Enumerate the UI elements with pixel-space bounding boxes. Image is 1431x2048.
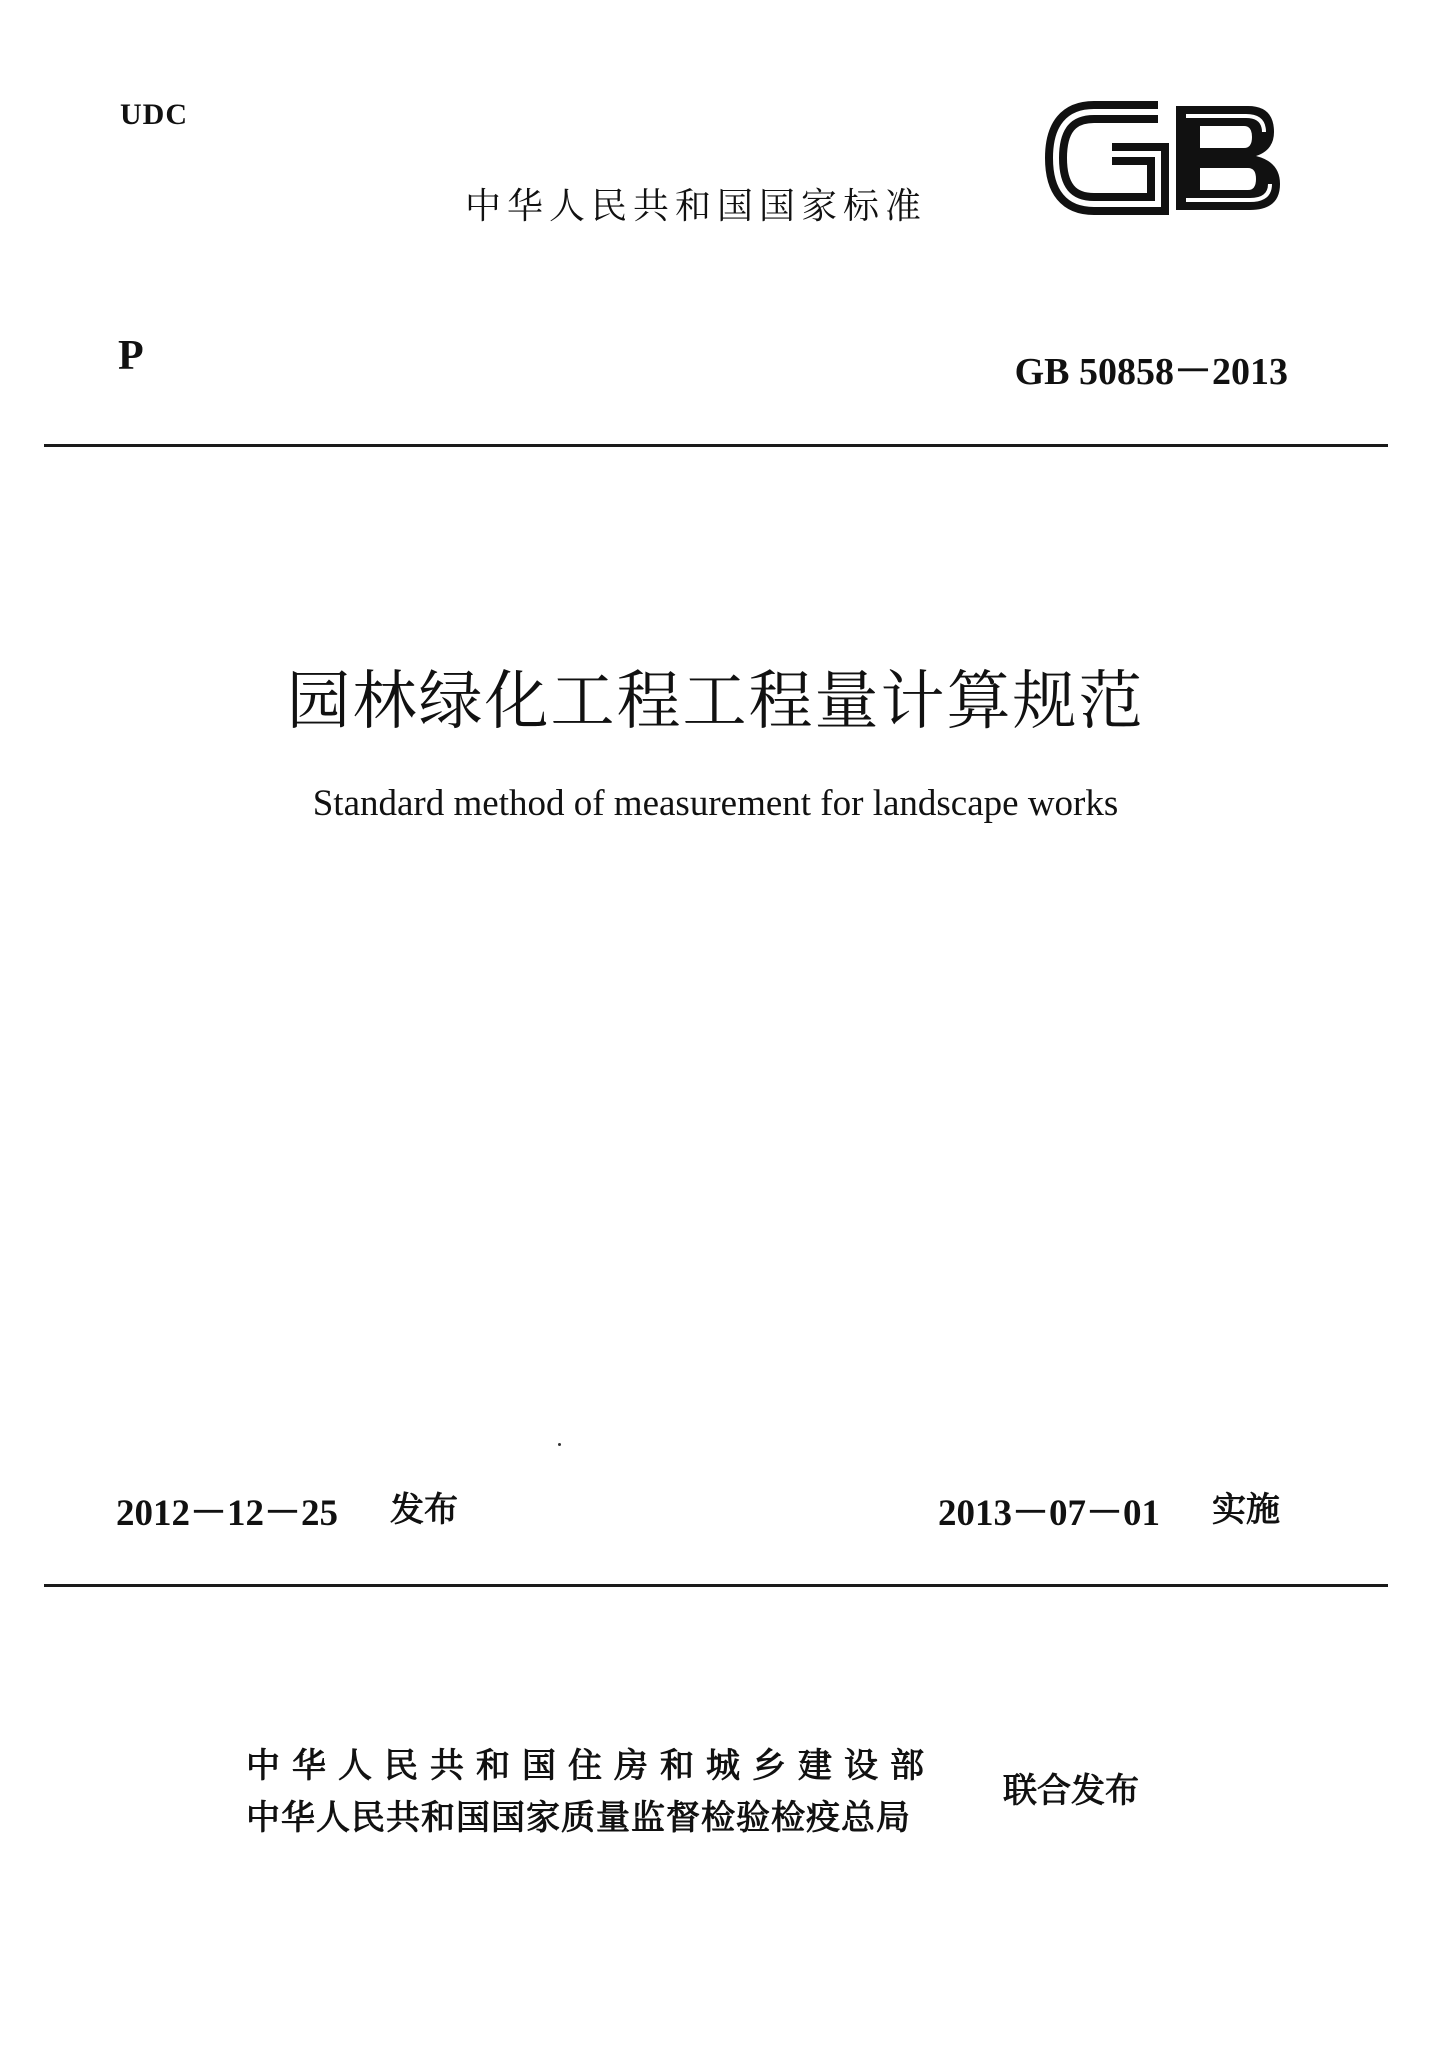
gb-logo-b: [1176, 106, 1280, 210]
bottom-divider: [44, 1584, 1388, 1587]
national-standard-heading: 中华人民共和国国家标准: [465, 186, 928, 227]
publisher-aqsiq: 中华人民共和国国家质量监督检验检疫总局: [246, 1798, 911, 1838]
title-english: Standard method of measurement for landscape works: [312, 783, 1119, 824]
joint-publication-label: 联合发布: [1003, 1771, 1139, 1811]
udc-label: UDC: [120, 98, 188, 131]
issue-label: 发布: [390, 1490, 458, 1530]
effective-label: 实施: [1212, 1490, 1280, 1530]
publisher-ministry-housing: 中华人民共和国住房和城乡建设部: [246, 1746, 936, 1786]
issue-date: 2012－12－25: [116, 1493, 338, 1534]
gb-logo: [1042, 92, 1290, 224]
title-chinese: 园林绿化工程工程量计算规范: [286, 665, 1145, 739]
standard-code: GB 50858－2013: [1014, 351, 1288, 393]
scan-speck: [558, 1443, 561, 1446]
top-divider: [44, 444, 1388, 447]
classification-letter: P: [118, 333, 144, 379]
effective-date: 2013－07－01: [938, 1493, 1160, 1534]
gb-logo-g: [1056, 112, 1158, 204]
